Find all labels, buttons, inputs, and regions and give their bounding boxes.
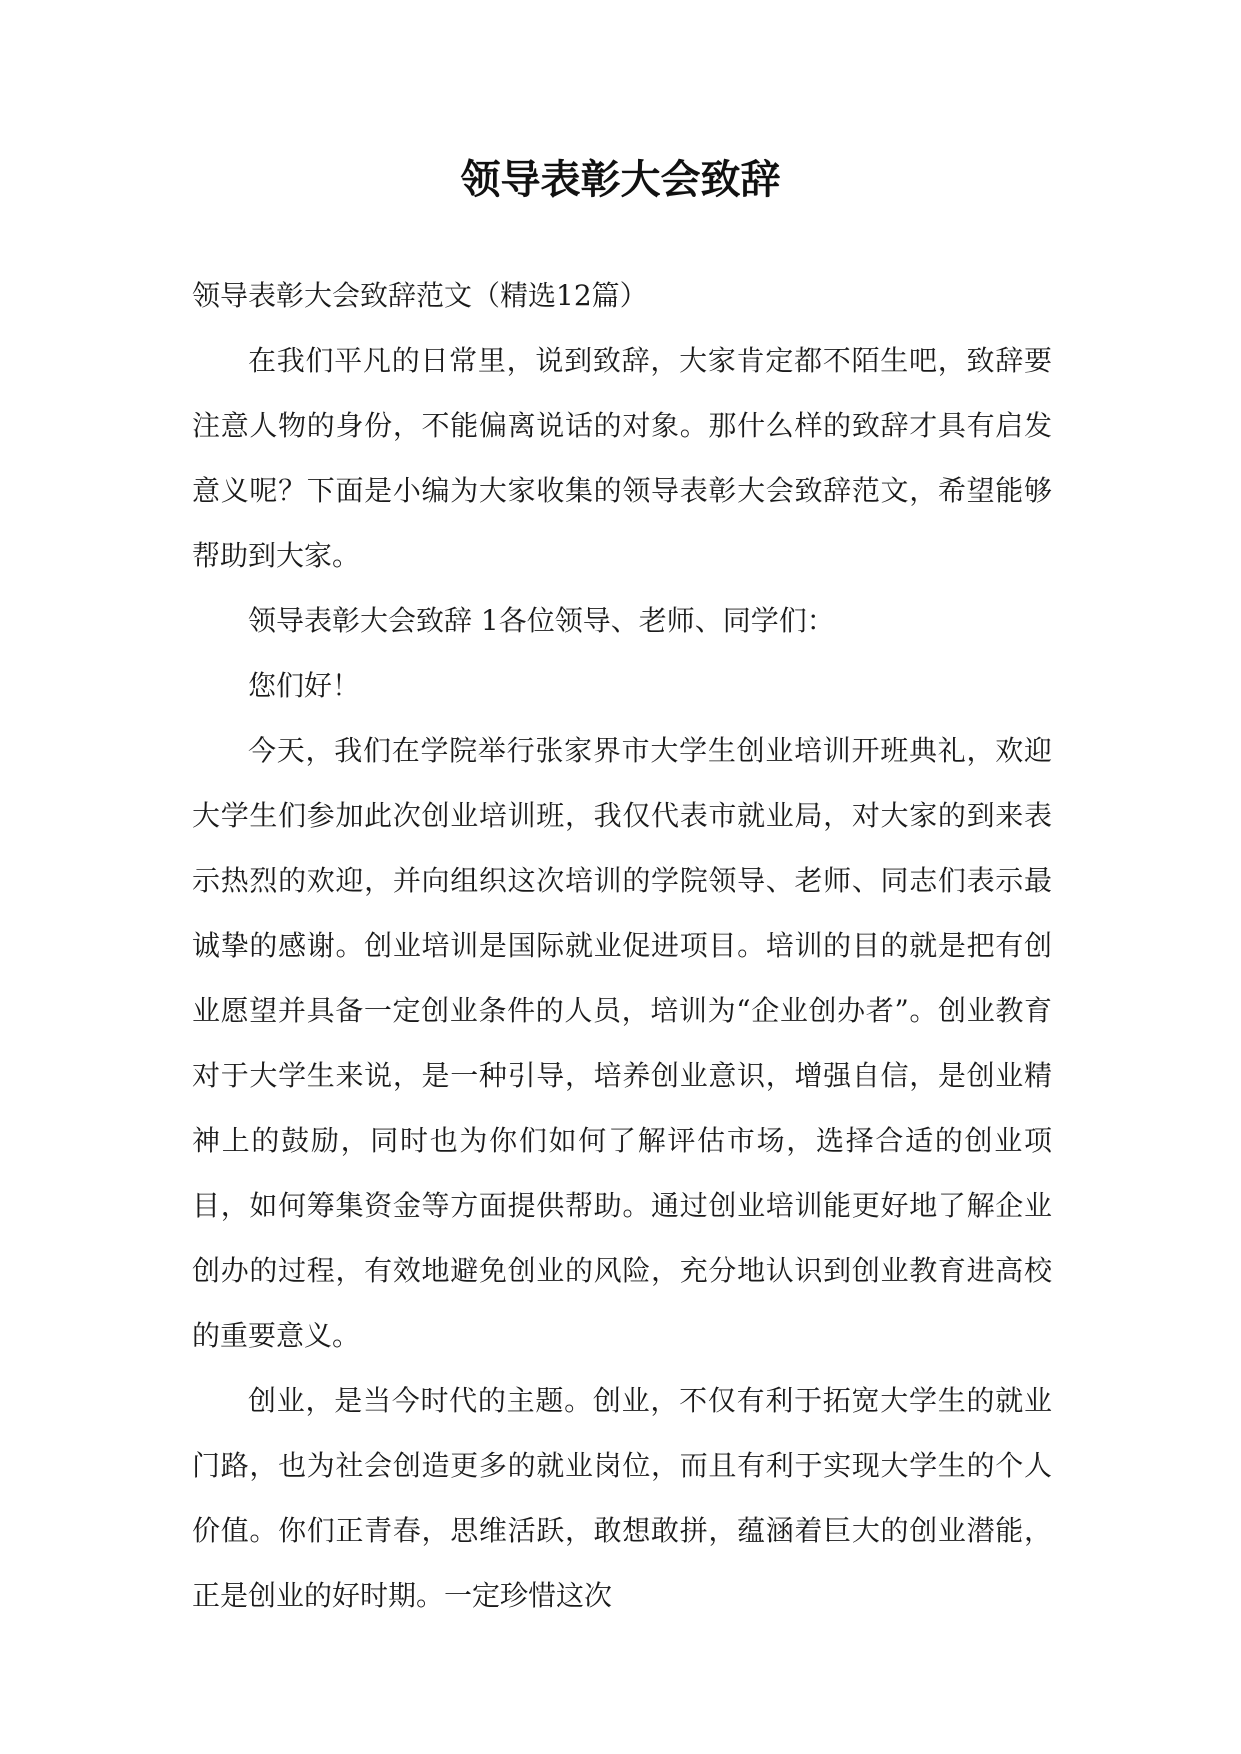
document-body [192, 263, 1052, 1628]
document-subtitle: 领导表彰大会致辞范文（精选12篇） [192, 279, 648, 312]
paragraph-greeting: 您们好！ [248, 669, 361, 702]
paragraph-body-1: 今天，我们在学院举行张家界市大学生创业培训开班典礼，欢迎大学生们参加此次创业培训班，我仅代表市就业局，对大家的到来表示热烈的欢迎，并向组织这次培训的学院领导、老师、同志们表示最诚挚的感谢。创业培训是国际就业促进项目。培训的目的就是把有创业愿望并具备一定创业条件的人员，培训为“企业创办者”。创业教育对于大学生来说，是一种引导，培养创业意识，增强自信，是创业精神上的鼓励，同时也为你们如何了解评估市场，选择合适的创业项目，如何筹集资金等方面提供帮助。通过创业培训能更好地了解企业创办的过程，有效地避免创业的风险，充分地认识到创业教育进高校的重要意义。 [192, 734, 1052, 1352]
paragraph-body-2: 创业，是当今时代的主题。创业，不仅有利于拓宽大学生的就业门路，也为社会创造更多的就业岗位，而且有利于实现大学生的个人价值。你们正青春，思维活跃，敢想敢拼，蕴涵着巨大的创业潜能，正是创业的好时期。一定珍惜这次 [192, 1384, 1052, 1612]
paragraph-intro: 在我们平凡的日常里，说到致辞，大家肯定都不陌生吧，致辞要注意人物的身份，不能偏离说话的对象。那什么样的致辞才具有启发意义呢？下面是小编为大家收集的领导表彰大会致辞范文，希望能够帮助到大家。 [192, 344, 1052, 572]
paragraph-salutation: 领导表彰大会致辞 1各位领导、老师、同学们： [248, 604, 835, 637]
document-title: 领导表彰大会致辞 [460, 157, 781, 203]
